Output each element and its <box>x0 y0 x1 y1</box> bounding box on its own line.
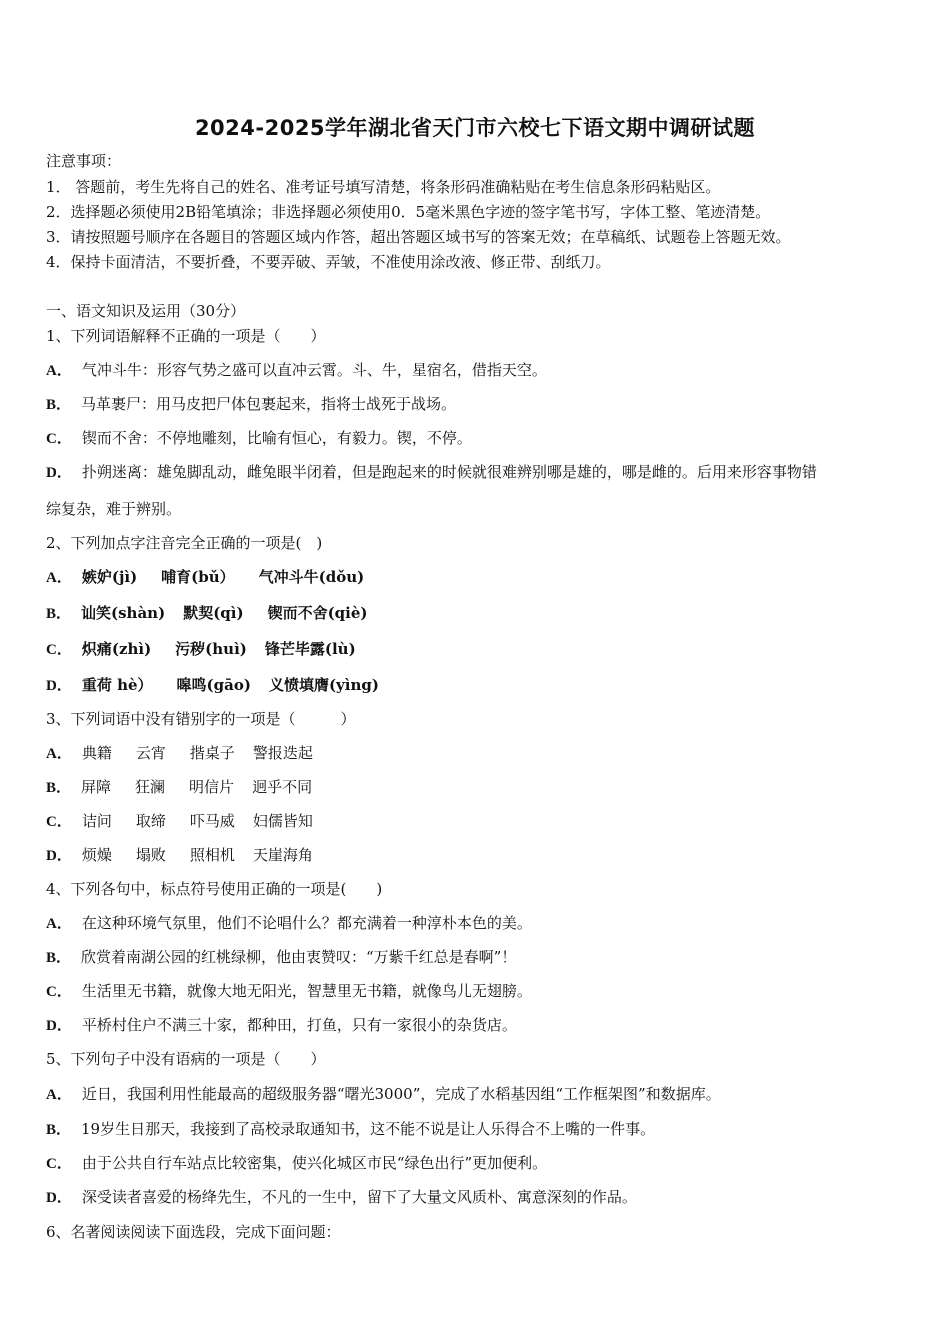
option-letter: D． <box>46 678 72 694</box>
option-c <box>46 812 313 831</box>
option-continuation: 综复杂，难于辨别。 <box>46 500 182 518</box>
option-text: 生活里无书籍，就像大地无阳光，智慧里无书籍，就像鸟儿无翅膀。 <box>81 982 532 1000</box>
notice-item: 3．请按照题号顺序在各题目的答题区域内作答，超出答题区域书写的答案无效；在草稿纸、试题卷上答题无效。 <box>46 228 791 246</box>
option-text: 马革裹尸：用马皮把尸体包裹起来，指将士战死于战场。 <box>81 395 457 413</box>
option-letter: B． <box>46 950 72 966</box>
option-text: 深受读者喜爱的杨绛先生，不凡的一生中，留下了大量文风质朴、寓意深刻的作品。 <box>81 1188 637 1206</box>
option-word: 塌败 <box>135 846 166 864</box>
option-a <box>46 914 532 933</box>
option-text: 欣赏着南湖公园的红桃绿柳，他由衷赞叹：“万紫千红总是春啊”！ <box>81 948 517 966</box>
option-word: 哺育(bǔ） <box>161 568 235 586</box>
option-c <box>46 982 532 1001</box>
page-title: 2024-2025学年湖北省天门市六校七下语文期中调研试题 <box>194 116 756 140</box>
option-letter: D． <box>46 1018 72 1034</box>
option-c <box>46 1154 547 1173</box>
option-letter: D． <box>46 465 72 481</box>
option-word: 嗥鸣(gāo) <box>176 676 251 694</box>
option-text: 近日，我国利用性能最高的超级服务器“曙光3000”，完成了水稻基因组“工作框架图”和数据库。 <box>81 1085 721 1103</box>
option-word: 炽痛(zhì) <box>81 640 152 658</box>
option-b <box>46 395 456 414</box>
option-word: 烦燥 <box>81 846 112 864</box>
option-word: 重荷 hè） <box>81 676 153 694</box>
option-letter: A． <box>46 570 72 586</box>
option-d <box>46 846 313 865</box>
option-word: 狂澜 <box>135 778 166 796</box>
notice-item: 4．保持卡面清洁，不要折叠，不要弄破、弄皱，不准使用涂改液、修正带、刮纸刀。 <box>46 253 611 271</box>
option-word: 嫉妒(jì) <box>81 568 138 586</box>
option-b <box>46 1120 655 1139</box>
question-stem: 6、名著阅读阅读下面选段，完成下面问题： <box>46 1223 341 1241</box>
notice-item: 2．选择题必须使用2B铅笔填涂；非选择题必须使用0．5毫米黑色字迹的签字笔书写，字体工整、笔迹清楚。 <box>46 203 771 221</box>
option-b <box>46 604 368 623</box>
question-stem: 5、下列句子中没有语病的一项是（ ） <box>46 1050 326 1068</box>
option-letter: B． <box>46 780 72 796</box>
option-word: 锋芒毕露(lù) <box>264 640 356 658</box>
option-word: 默契(qì) <box>183 604 244 622</box>
option-d <box>46 1188 637 1207</box>
option-letter: A． <box>46 1087 72 1103</box>
option-a <box>46 568 364 587</box>
option-a <box>46 1085 721 1104</box>
question-stem: 2、下列加点字注音完全正确的一项是( ) <box>46 534 323 552</box>
option-word: 妇儒皆知 <box>252 812 313 830</box>
option-text: 扑朔迷离：雄兔脚乱动，雌兔眼半闭着，但是跑起来的时候就很难辨别哪是雄的，哪是雌的。后用来形容事物错 <box>81 463 817 481</box>
option-word: 诘问 <box>81 812 112 830</box>
option-letter: C． <box>46 431 72 447</box>
option-word: 讪笑(shàn) <box>81 604 166 622</box>
option-letter: B． <box>46 397 72 413</box>
option-d <box>46 463 817 482</box>
option-d <box>46 1016 517 1035</box>
option-b <box>46 778 312 797</box>
option-letter: A． <box>46 916 72 932</box>
option-letter: B． <box>46 1122 72 1138</box>
option-word: 屏障 <box>81 778 112 796</box>
question-stem: 3、下列词语中没有错别字的一项是（ ） <box>46 710 356 728</box>
option-letter: A． <box>46 363 72 379</box>
option-word: 天崖海角 <box>252 846 313 864</box>
section-heading: 一、语文知识及运用（30分） <box>46 302 246 320</box>
option-letter: C． <box>46 814 72 830</box>
option-word: 照相机 <box>189 846 235 864</box>
option-letter: D． <box>46 1190 72 1206</box>
option-word: 明信片 <box>189 778 235 796</box>
option-letter: C． <box>46 984 72 1000</box>
question-stem: 1、下列词语解释不正确的一项是（ ） <box>46 327 326 345</box>
option-text: 在这种环境气氛里，他们不论唱什么？都充满着一种淳朴本色的美。 <box>81 914 532 932</box>
option-word: 取缔 <box>135 812 166 830</box>
option-word: 警报迭起 <box>252 744 313 762</box>
option-letter: D． <box>46 848 72 864</box>
option-text: 锲而不舍：不停地雕刻，比喻有恒心，有毅力。锲，不停。 <box>81 429 472 447</box>
option-a <box>46 744 313 763</box>
option-c <box>46 640 356 659</box>
option-text: 19岁生日那天，我接到了高校录取通知书，这不能不说是让人乐得合不上嘴的一件事。 <box>81 1120 656 1138</box>
notice-heading: 注意事项： <box>46 152 122 170</box>
option-letter: A． <box>46 746 72 762</box>
option-letter: C． <box>46 1156 72 1172</box>
option-word: 典籍 <box>81 744 112 762</box>
option-word: 义愤填膺(yìng) <box>268 676 379 694</box>
option-text: 平桥村住户不满三十家，都种田，打鱼，只有一家很小的杂货店。 <box>81 1016 517 1034</box>
option-text: 由于公共自行车站点比较密集，使兴化城区市民“绿色出行”更加便利。 <box>81 1154 548 1172</box>
option-word: 吓马威 <box>189 812 235 830</box>
option-word: 气冲斗牛(dǒu) <box>258 568 365 586</box>
option-letter: B． <box>46 606 72 622</box>
option-c <box>46 429 472 448</box>
option-text: 气冲斗牛：形容气势之盛可以直冲云霄。斗、牛，星宿名，借指天空。 <box>81 361 547 379</box>
option-d <box>46 676 379 695</box>
option-a <box>46 361 547 380</box>
option-word: 云宵 <box>135 744 166 762</box>
option-word: 迥乎不同 <box>252 778 313 796</box>
option-word: 揩桌子 <box>189 744 235 762</box>
notice-item: 1． 答题前，考生先将自己的姓名、准考证号填写清楚，将条形码准确粘贴在考生信息条形码粘贴区。 <box>46 178 721 196</box>
option-b <box>46 948 516 967</box>
option-word: 污秽(huì) <box>175 640 247 658</box>
option-letter: C． <box>46 642 72 658</box>
option-word: 锲而不舍(qiè) <box>267 604 368 622</box>
question-stem: 4、下列各句中，标点符号使用正确的一项是( ) <box>46 880 383 898</box>
